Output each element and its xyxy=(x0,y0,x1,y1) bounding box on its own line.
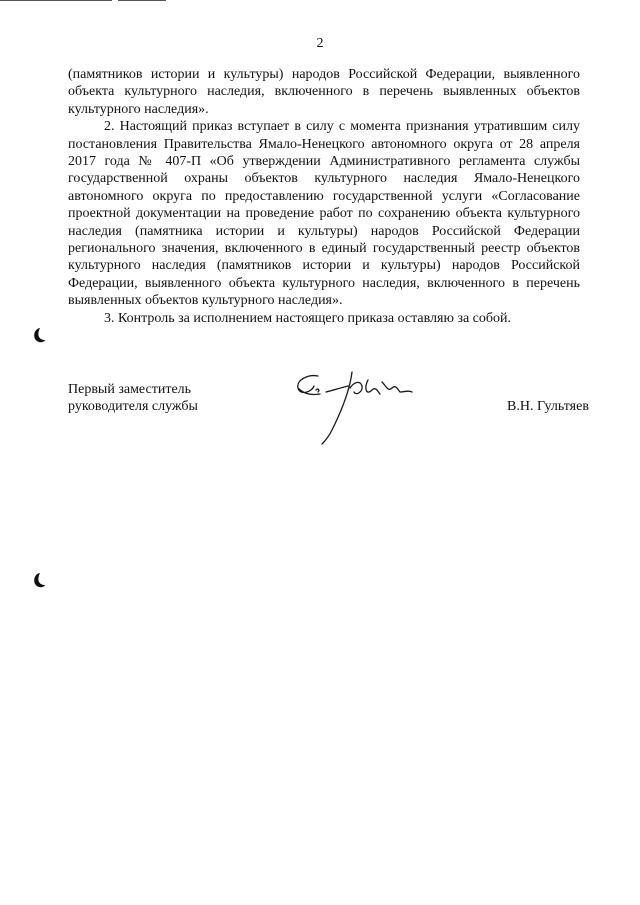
document-body xyxy=(68,66,580,327)
position-line: Первый заместитель xyxy=(68,382,192,397)
signatory-name: В.Н. Гультяев xyxy=(507,399,589,414)
punch-mark xyxy=(30,326,46,344)
position-line: руководителя службы xyxy=(68,399,198,415)
scan-edge-line xyxy=(0,0,112,1)
handwritten-signature xyxy=(290,362,430,452)
paragraph: (памятников истории и культуры) народов Российской Федерации, выявленного объекта культурного наследия, включенного в перечень выявленных объектов культурного наследия». xyxy=(68,67,580,117)
punch-mark xyxy=(30,571,46,589)
page-number: 2 xyxy=(316,36,324,51)
signatory-position xyxy=(68,381,198,416)
paragraph: 3. Контроль за исполнением настоящего приказа оставляю за собой. xyxy=(104,310,512,326)
scan-edge-line xyxy=(118,0,166,1)
paragraph: 2. Настоящий приказ вступает в силу с момента признания утратившим силу постановления Правительства Ямало-Ненецкого автономного округа от 28 апреля 2017 года № 407-П «Об утверждении Административного регламента службы государственной охраны объектов культурного наследия Ямало-Ненецкого автономного округа по предоставлению государственной услуги «Согласование проектной документации на проведение работ по сохранению объекта культурного наследия (памятника истории и культуры) народов Российской Федерации регионального значения, включенного в единый государственный реестр объектов культурного наследия (памятников истории и культуры) народов Российской Федерации, выявленного объекта культурного наследия, включенного в перечень выявленных объектов культурного наследия». xyxy=(68,119,580,309)
